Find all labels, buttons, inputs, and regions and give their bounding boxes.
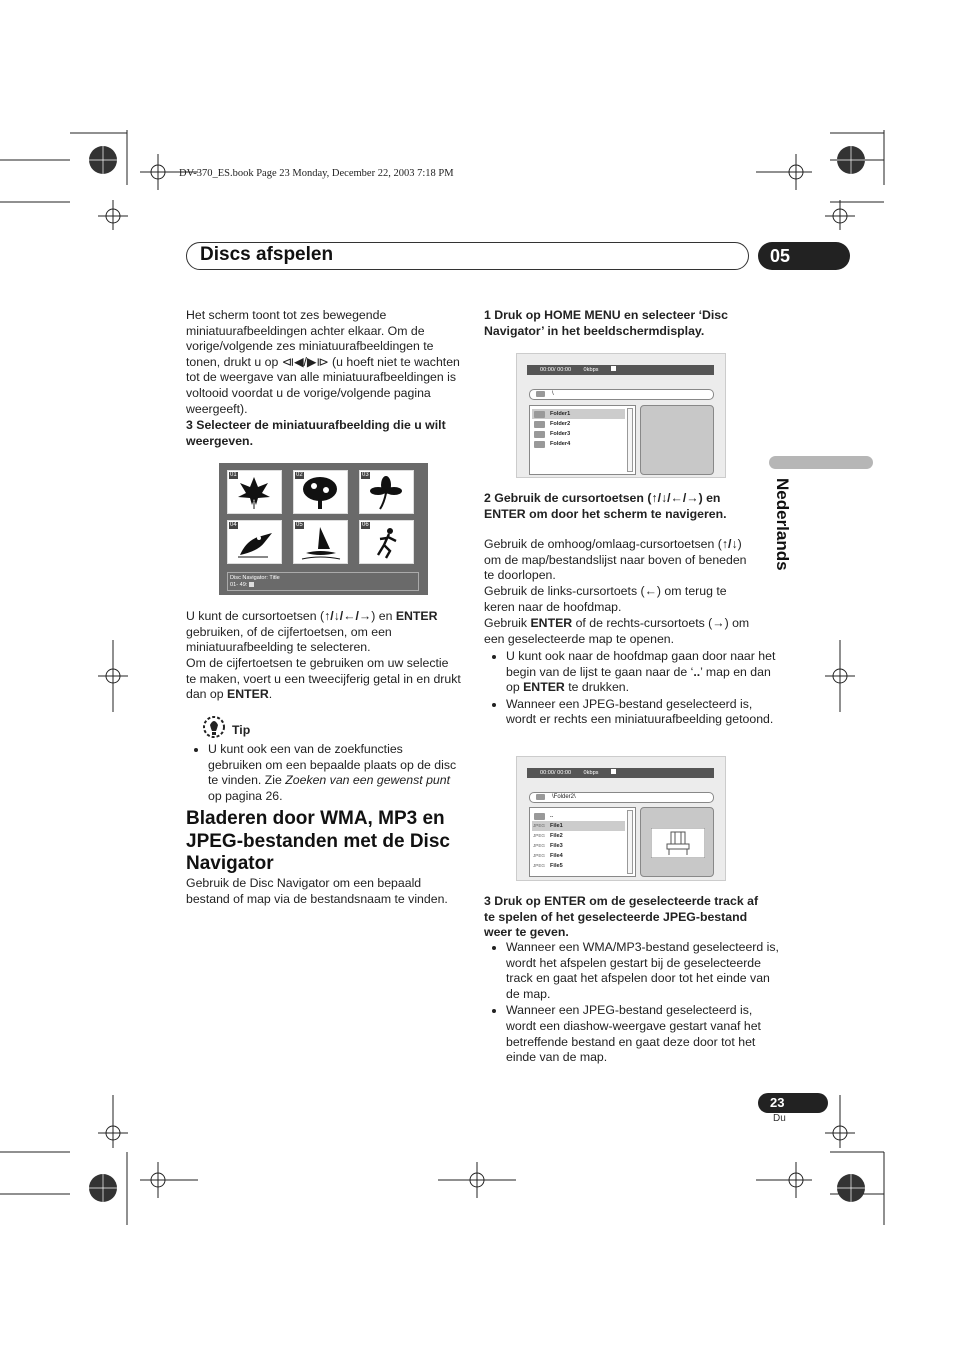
thumbnail-06[interactable]: 06 bbox=[359, 520, 414, 564]
up-down-keys-icon: ↑/↓ bbox=[721, 537, 738, 551]
tip-icon bbox=[200, 713, 228, 741]
left-key-paragraph: Gebruik de links-cursortoets (←) om terug te keren naar de hoofdmap. bbox=[484, 584, 727, 614]
step1-heading: 1 Druk op HOME MENU en selecteer ‘Disc Navigator’ in het beeldschermdisplay. bbox=[484, 308, 728, 338]
path-bar: \ bbox=[529, 389, 714, 400]
number-keys-paragraph: Om de cijfertoetsen te gebruiken om uw selectie te maken, voert u een tweecijferig getal in en drukt dan op ENTER. bbox=[186, 656, 461, 702]
thumbnail-02[interactable]: 02 bbox=[293, 470, 348, 514]
left-arrow-icon: ← bbox=[644, 584, 657, 598]
thumbnail-05[interactable]: 05 bbox=[293, 520, 348, 564]
cursor-paragraph: U kunt de cursortoetsen (↑/↓/←/→) en ENTER gebruiken, of de cijfertoetsen, om een miniatuurafbeelding te selecteren. bbox=[186, 609, 438, 655]
chapter-number: 05 bbox=[758, 242, 850, 270]
thumbnail-03[interactable]: 03 bbox=[359, 470, 414, 514]
list-item[interactable]: JPEG File1 bbox=[532, 821, 625, 831]
input-box bbox=[249, 582, 254, 587]
list-item: • Wanneer een WMA/MP3-bestand geselecteerd is, wordt het afspelen gestart bij de geselecteerde track en gaat het afspelen door tot het einde van de map. bbox=[506, 940, 781, 1002]
status-bar: 00:00/ 00:00 0kbps bbox=[527, 768, 714, 778]
jpeg-icon: JPEG bbox=[533, 843, 545, 848]
folder-icon bbox=[536, 391, 545, 397]
language-tab bbox=[769, 456, 873, 469]
stop-icon bbox=[611, 769, 616, 774]
page-title: Discs afspelen bbox=[200, 244, 334, 265]
scrollbar[interactable] bbox=[627, 408, 633, 472]
tip-title: Tip bbox=[232, 723, 251, 737]
list-item[interactable]: Folder3 bbox=[532, 429, 625, 439]
jpeg-icon: JPEG bbox=[533, 823, 545, 828]
folder-icon bbox=[534, 813, 545, 820]
page-language: Du bbox=[773, 1113, 786, 1124]
folder-icon bbox=[536, 794, 545, 800]
preview-pane bbox=[640, 405, 714, 475]
folder-icon bbox=[534, 411, 545, 418]
jpeg-icon: JPEG bbox=[533, 853, 545, 858]
list-item[interactable]: JPEG File3 bbox=[533, 843, 563, 849]
step3-bullets bbox=[484, 940, 781, 1066]
chair-thumbnail-icon bbox=[651, 828, 705, 858]
page-reference[interactable]: Zoeken van een gewenst punt bbox=[285, 773, 451, 788]
folder-icon bbox=[534, 421, 545, 428]
enter-paragraph: Gebruik ENTER of de rechts-cursortoets (→) om een geselecteerde map te openen. bbox=[484, 616, 750, 646]
list-item: • U kunt ook naar de hoofdmap gaan door naar het begin van de lijst te gaan naar de ‘..’ map en dan op ENTER te drukken. bbox=[506, 649, 781, 696]
tip-item: • U kunt ook een van de zoekfuncties gebruiken om een bepaalde plaats op de disc te vinden. Zie Zoeken van een gewenst punt op pagina 26. bbox=[208, 742, 458, 804]
page-number: 23 bbox=[758, 1093, 828, 1113]
folder-icon bbox=[534, 431, 545, 438]
step3-right-heading: 3 Druk op ENTER om de geselecteerde track af te spelen of het geselecteerde JPEG-bestand weer te geven. bbox=[484, 894, 759, 940]
preview-pane bbox=[640, 807, 714, 877]
list-item: • Wanneer een JPEG-bestand geselecteerd is, wordt een diashow-weergave gestart vanaf het betreffende bestand en gaat deze door tot het einde van de map. bbox=[506, 1003, 781, 1065]
thumbnail-screen bbox=[219, 463, 428, 595]
status-bar: 00:00/ 00:00 0kbps bbox=[527, 365, 714, 375]
arrow-keys-icon: ↑/↓/←/→ bbox=[324, 609, 372, 623]
book-info-line: DV-370_ES.book Page 23 Monday, December 22, 2003 7:18 PM bbox=[179, 168, 454, 179]
scrollbar[interactable] bbox=[627, 810, 633, 874]
intro-paragraph: Het scherm toont tot zes bewegende miniatuurafbeeldingen achter elkaar. Om de vorige/volgende zes miniatuurafbeeldingen te tonen, drukt u op ⧏◀/▶⧐ (u hoeft niet te wachten tot de weergave van alle miniatuurafbeeldingen is voltooid voordat u de vorige/volgende pagina weergeeft). bbox=[186, 308, 460, 416]
list-item[interactable]: JPEG File5 bbox=[533, 863, 563, 869]
jpeg-icon: JPEG bbox=[533, 863, 545, 868]
list-item: • Wanneer een JPEG-bestand geselecteerd is, wordt er rechts een miniatuurafbeelding getoond. bbox=[506, 697, 781, 728]
jpeg-icon: JPEG bbox=[533, 833, 545, 838]
tip-list bbox=[186, 742, 458, 804]
step2-bullets bbox=[484, 649, 781, 728]
list-item-up[interactable]: .. bbox=[532, 811, 625, 821]
list-item[interactable]: Folder4 bbox=[532, 439, 625, 449]
step2-heading: 2 Gebruik de cursortoetsen (↑/↓/←/→) en ENTER om door het scherm te navigeren. bbox=[484, 491, 727, 521]
language-label: Nederlands bbox=[773, 478, 792, 571]
file-list bbox=[529, 807, 636, 877]
path-bar: \Folder2\ bbox=[529, 792, 714, 803]
list-item[interactable]: Folder1 bbox=[532, 409, 625, 419]
list-item[interactable]: JPEG File2 bbox=[533, 833, 563, 839]
updown-paragraph: Gebruik de omhoog/omlaag-cursortoetsen (↑/↓) om de map/bestandslijst naar boven of beneden te doorlopen. bbox=[484, 537, 747, 583]
folder-icon bbox=[534, 441, 545, 448]
list-item[interactable]: JPEG File4 bbox=[533, 853, 563, 859]
stop-icon bbox=[611, 366, 616, 371]
section-text: Gebruik de Disc Navigator om een bepaald bestand of map via de bestandsnaam te vinden. bbox=[186, 876, 448, 906]
disc-navigator-screen-2 bbox=[516, 756, 726, 881]
right-arrow-icon: → bbox=[712, 616, 725, 630]
file-list bbox=[529, 405, 636, 475]
disc-navigator-bar: Disc Navigator: Title 01- 49: bbox=[227, 572, 419, 591]
thumbnail-01[interactable]: 01 bbox=[227, 470, 282, 514]
step3-heading: 3 Selecteer de miniatuurafbeelding die u wilt weergeven. bbox=[186, 418, 446, 448]
disc-navigator-screen-1 bbox=[516, 353, 726, 478]
section-title: Bladeren door WMA, MP3 en JPEG-bestanden met de Disc Navigator bbox=[186, 808, 450, 874]
list-item[interactable]: Folder2 bbox=[532, 419, 625, 429]
thumbnail-04[interactable]: 04 bbox=[227, 520, 282, 564]
arrow-keys-icon: ↑/↓/←/→ bbox=[651, 491, 699, 505]
